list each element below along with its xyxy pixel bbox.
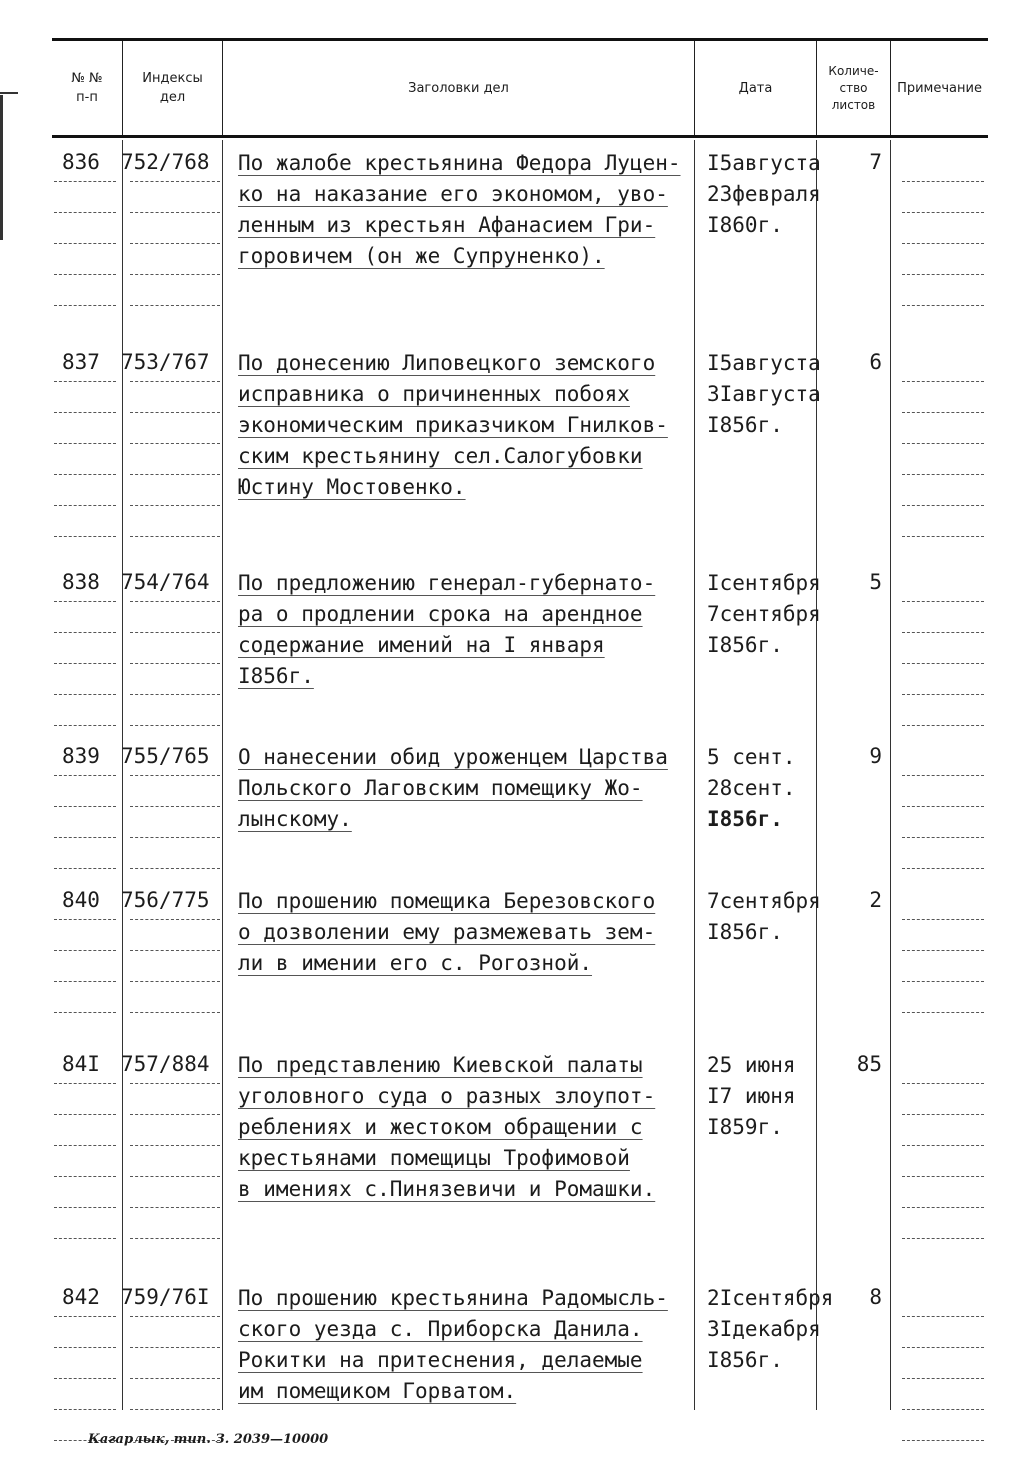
entry-title-line: По прошению помещика Березовского [238,889,656,913]
ruling-line [54,1083,116,1084]
entry-date-line: I856г. [707,920,783,944]
entry-title-line: Юстину Мостовенко. [238,475,466,499]
ruling-line [130,243,220,244]
ruling-line [130,505,220,506]
ruling-line [54,1316,116,1317]
entry-sheet-count: 8 [869,1285,882,1309]
ruling-line [54,274,116,275]
ruling-line [54,1207,116,1208]
ruling-line [130,274,220,275]
table-header [52,38,988,138]
entry-sheet-count: 2 [869,888,882,912]
ruling-line [54,1012,116,1013]
ruling-line [54,181,116,182]
header-notes: Примечание [890,41,988,135]
ruling-line [902,1114,984,1115]
entry-title [238,568,698,692]
entry-title [238,1050,698,1205]
entry-sheet-count: 6 [869,350,882,374]
ruling-line [130,725,220,726]
entry-index: 753/767 [121,350,210,374]
ruling-line [130,305,220,306]
ruling-line [54,1176,116,1177]
ruling-line [54,1378,116,1379]
ruling-line [130,919,220,920]
entry-date-line: I7 июня [707,1084,796,1108]
entry-title-line: уголовного суда о разных злоупот- [238,1084,656,1108]
entry-title-line: содержание имений на I января [238,633,605,657]
entry-title-line: реблениях и жестоком обращении с [238,1115,643,1139]
header-indices: Индексы дел [122,41,222,135]
entry-title-line: в имениях с.Пинязевичи и Ромашки. [238,1177,656,1201]
entry-date-line: 5 сент. [707,745,796,769]
entry-sheet-count: 5 [869,570,882,594]
ruling-line [54,1347,116,1348]
ruling-line [130,775,220,776]
header-number: № № п-п [71,71,103,105]
ruling-line [54,412,116,413]
ruling-line [54,305,116,306]
ruling-line [54,663,116,664]
ruling-line [902,1378,984,1379]
ruling-line [902,505,984,506]
margin-mark [0,92,18,94]
ruling-line [54,536,116,537]
ruling-line [130,474,220,475]
entry-date-line: I5августа [707,351,821,375]
ruling-line [54,505,116,506]
entry-title-line: По представлению Киевской палаты [238,1053,643,1077]
ruling-line [130,1347,220,1348]
ruling-line [130,181,220,182]
entry-date-line: Iсентября [707,571,821,595]
entry-date-line: I856г. [707,413,783,437]
entry-date-line: 2Iсентября [707,1286,834,1310]
column-divider [890,140,891,1410]
ruling-line [54,775,116,776]
entry-number: 840 [62,888,100,912]
ruling-line [902,806,984,807]
entry-date-line: 23февраля [707,182,821,206]
ruling-line [902,919,984,920]
ruling-line [130,837,220,838]
ruling-line [54,243,116,244]
entry-date-line: 3Iавгуcта [707,382,821,406]
ruling-line [130,1238,220,1239]
ruling-line [130,1176,220,1177]
entry-title [238,148,698,272]
ruling-line [130,1409,220,1410]
entry-number: 842 [62,1285,100,1309]
entry-title-line: Польского Лаговским помещику Жо- [238,776,643,800]
ruling-line [902,663,984,664]
entry-sheet-count: 9 [869,744,882,768]
ruling-line [54,919,116,920]
entry-title-line: экономическим приказчиком Гнилков- [238,413,668,437]
ruling-line [54,837,116,838]
entry-date-line: 7сентября [707,602,821,626]
ruling-line [54,443,116,444]
ruling-line [54,601,116,602]
ruling-line [130,1083,220,1084]
ruling-line [902,950,984,951]
ruling-line [902,1238,984,1239]
entry-title-line: лынскому. [238,807,352,831]
ruling-line [902,1176,984,1177]
ruling-line [54,1145,116,1146]
ruling-line [902,725,984,726]
entry-title-line: Рокитки на притеснения, делаемые [238,1348,643,1372]
ruling-line [130,1207,220,1208]
ruling-line [54,381,116,382]
entry-date-line: 7сентября [707,889,821,913]
column-divider [222,140,223,1410]
ruling-line [54,1409,116,1410]
entry-date-line: 25 июня [707,1053,796,1077]
ruling-line [130,868,220,869]
ruling-line [130,950,220,951]
ruling-line [902,412,984,413]
entry-title [238,348,698,503]
ruling-line [54,806,116,807]
entry-date-line: I860г. [707,213,783,237]
entry-title-line: По донесению Липовецкого земского [238,351,656,375]
entry-number: 839 [62,744,100,768]
header-count: Количе- ство листов [816,41,890,135]
ruling-line [902,181,984,182]
ruling-line [130,1316,220,1317]
entry-title-line: I856г. [238,664,314,688]
entry-title-line: ли в имении его с. Рогозной. [238,951,593,975]
column-divider [122,140,123,1410]
entry-index: 757/884 [121,1052,210,1076]
entry-date-line: 28сент. [707,776,796,800]
ruling-line [902,381,984,382]
ruling-line [130,806,220,807]
entry-sheet-count: 7 [869,150,882,174]
ruling-line [902,1145,984,1146]
ruling-line [130,1012,220,1013]
entry-date-line: I5августа [707,151,821,175]
entry-title [238,742,698,835]
ruling-line [902,981,984,982]
ruling-line [54,868,116,869]
entry-date-line: I856г. [707,633,783,657]
ruling-line [54,694,116,695]
ruling-line [902,1316,984,1317]
ruling-line [902,1440,984,1441]
ruling-line [902,1083,984,1084]
entry-title-line: ра о продлении срока на арендное [238,602,643,626]
ruling-line [902,837,984,838]
entry-number: 838 [62,570,100,594]
ruling-line [130,412,220,413]
entry-title-line: ко на наказание его экономом, уво- [238,182,668,206]
ruling-line [130,632,220,633]
entry-title-line: ского уезда с. Приборска Данила. [238,1317,643,1341]
entry-title-line: По предложению генерал-губернато- [238,571,656,595]
entry-number: 84I [62,1052,100,1076]
ruling-line [902,212,984,213]
entry-title [238,886,698,979]
ruling-line [54,1238,116,1239]
margin-bar [0,95,3,240]
ruling-line [902,1207,984,1208]
ruling-line [902,1012,984,1013]
entry-index: 752/768 [121,150,210,174]
ruling-line [902,868,984,869]
ruling-line [130,601,220,602]
entry-title-line: О нанесении обид уроженцем Царства [238,745,668,769]
ruling-line [54,950,116,951]
entry-index: 754/764 [121,570,210,594]
ruling-line [902,474,984,475]
entry-title-line: исправника о причиненных побоях [238,382,630,406]
ruling-line [902,443,984,444]
entry-title-line: крестьянами помещицы Трофимовой [238,1146,630,1170]
ruling-line [54,474,116,475]
entry-number: 836 [62,150,100,174]
entry-date-line: I856г. [707,1348,783,1372]
ruling-line [130,663,220,664]
ruling-line [902,243,984,244]
entry-title-line: горовичем (он же Супруненко). [238,244,605,268]
entry-title-line: о дозволении ему размежевать зем- [238,920,656,944]
ruling-line [130,536,220,537]
entry-number: 837 [62,350,100,374]
entry-title-line: По прошению крестьянина Радомысль- [238,1286,668,1310]
ruling-line [54,725,116,726]
ruling-line [54,212,116,213]
entry-date-line: I859г. [707,1115,783,1139]
entry-index: 755/765 [121,744,210,768]
ruling-line [902,1409,984,1410]
ruling-line [130,1145,220,1146]
ruling-line [902,775,984,776]
header-date: Дата [694,41,816,135]
entry-title [238,1283,698,1407]
ruling-line [54,981,116,982]
ruling-line [54,632,116,633]
ruling-line [902,694,984,695]
ruling-line [130,381,220,382]
printer-imprint: Кагарлык, тип. З. 2039—10000 [88,1432,329,1447]
ruling-line [130,694,220,695]
entry-date-line: I856г. [707,807,783,831]
entry-title-line: ским крестьянину сел.Салогубовки [238,444,643,468]
header-titles: Заголовки дел [222,41,694,135]
entry-title-line: им помещиком Горватом. [238,1379,517,1403]
ruling-line [902,1347,984,1348]
ruling-line [902,305,984,306]
ruling-line [902,274,984,275]
ruling-line [130,981,220,982]
ruling-line [902,632,984,633]
entry-date-line: 3Iдекабря [707,1317,821,1341]
ruling-line [902,601,984,602]
entry-title-line: ленным из крестьян Афанасием Гри- [238,213,656,237]
entry-index: 759/76I [121,1285,210,1309]
entry-sheet-count: 85 [856,1052,882,1076]
entry-title-line: По жалобе крестьянина Федора Луцен- [238,151,681,175]
ruling-line [130,212,220,213]
ruling-line [130,1114,220,1115]
ruling-line [902,536,984,537]
ruling-line [54,1114,116,1115]
ruling-line [130,1378,220,1379]
ruling-line [130,443,220,444]
entry-index: 756/775 [121,888,210,912]
